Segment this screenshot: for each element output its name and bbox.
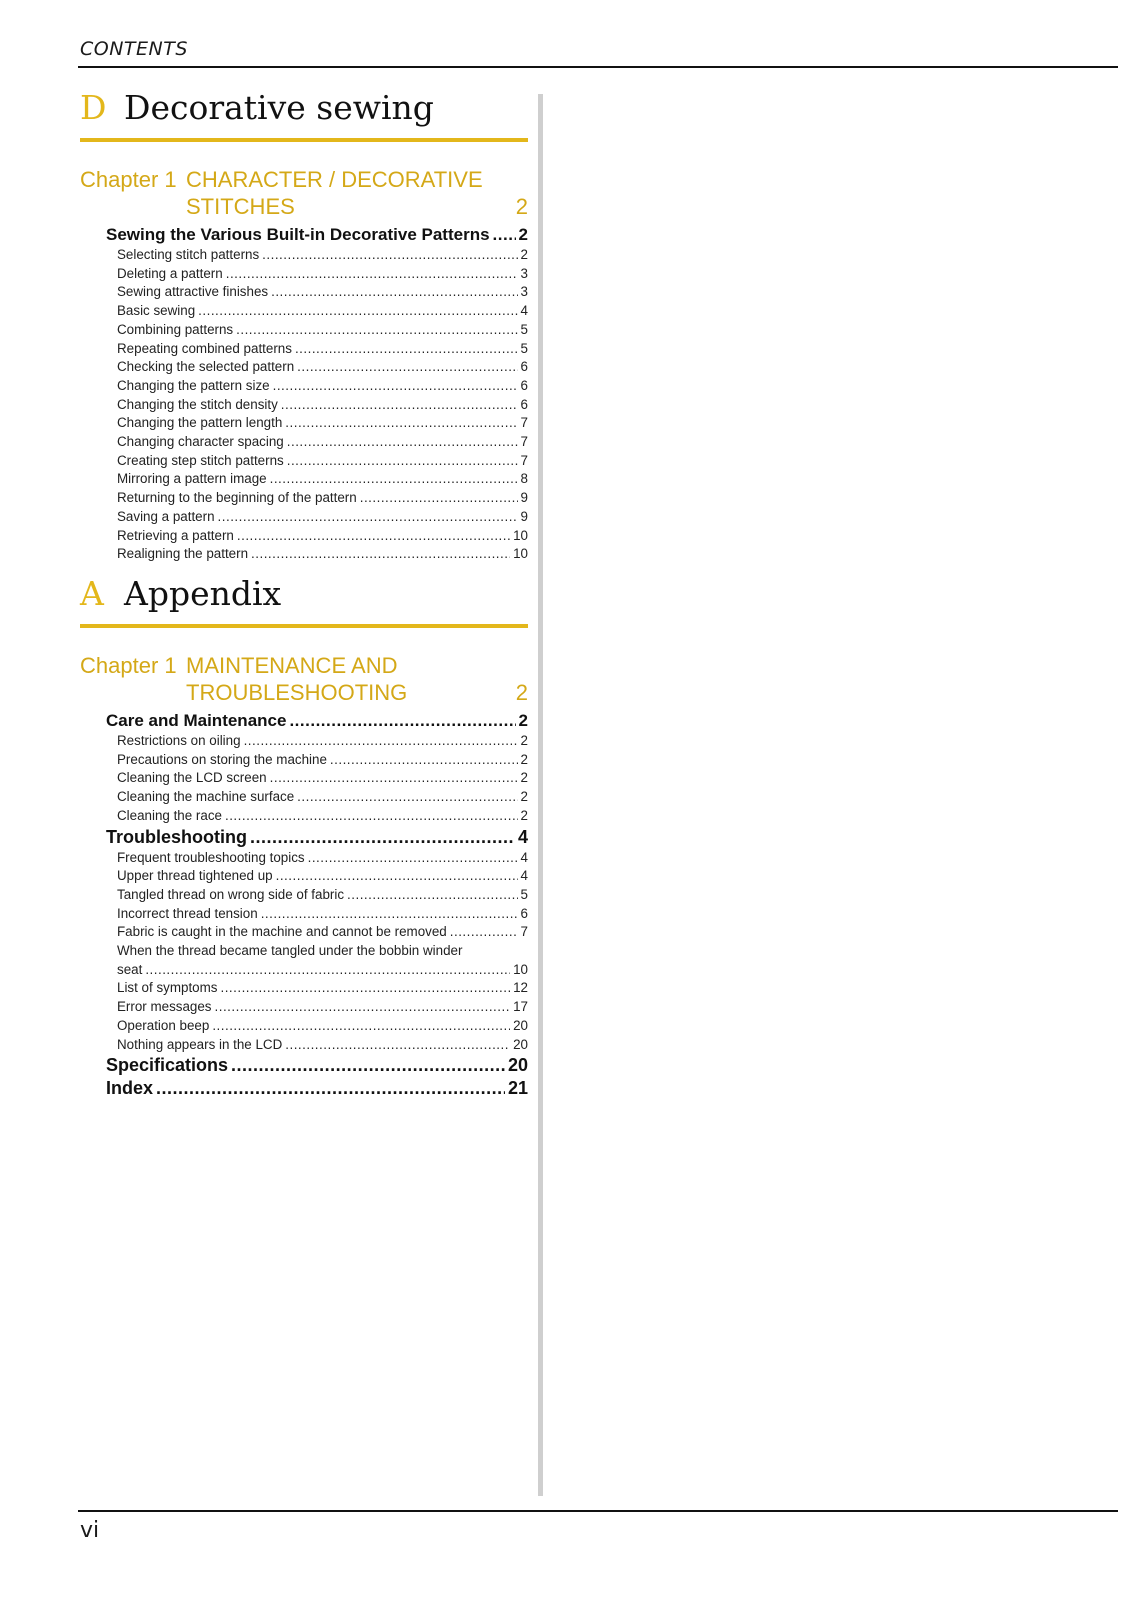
dot-leader [262,246,517,265]
toc-entry[interactable] [80,979,528,998]
toc-entry-title: Cleaning the LCD screen [117,770,267,786]
toc-entry[interactable] [80,732,528,751]
dot-leader [330,751,518,770]
toc-entry[interactable] [80,886,528,905]
section-title [80,88,528,128]
toc-entry-page: 5 [520,886,528,902]
section-letter: A [80,574,104,613]
dot-leader [287,433,518,452]
dot-leader [198,302,517,321]
toc-entry-title: Returning to the beginning of the pattern [117,490,357,506]
toc-entry[interactable] [80,302,528,321]
toc-entry-title: Precautions on storing the machine [117,751,327,767]
toc-entry-wrapped-line1[interactable] [80,942,528,961]
toc-entry[interactable] [80,905,528,924]
toc-heading-page: 4 [517,826,528,847]
toc-heading-title: Sewing the Various Built-in Decorative Patterns [106,225,490,244]
toc-entry-page: 2 [520,789,528,805]
toc-entry[interactable] [80,788,528,807]
toc-heading-entry[interactable] [80,710,528,732]
chapter-heading[interactable] [80,166,528,220]
toc-entry-page: 17 [513,999,528,1015]
section-rule [80,138,528,142]
toc-entry-page: 9 [520,508,528,524]
toc-entry-title: Upper thread tightened up [117,868,273,884]
toc-heading-entry[interactable] [80,224,528,246]
toc-heading-entry[interactable] [80,826,528,849]
toc-entry-title: Mirroring a pattern image [117,471,267,487]
toc-entry-page: 4 [520,868,528,884]
toc-entry-title: Tangled thread on wrong side of fabric [117,886,345,902]
toc-entry-title: Combining patterns [117,321,234,337]
toc-entry-page: 6 [520,396,528,412]
toc-heading-title: Specifications [106,1055,229,1076]
toc-heading-title: Index [106,1078,154,1099]
toc-entry-page: 7 [520,924,528,940]
toc-entry-page: 12 [513,980,528,996]
toc-entry-title: Changing the pattern size [117,377,270,393]
chapter-page: 2 [515,194,528,219]
toc-entry-page: 20 [513,1036,528,1052]
toc-entry[interactable] [80,321,528,340]
toc-entry-page: 2 [520,733,528,748]
dot-leader [285,1036,510,1055]
section-title-text: Appendix [124,574,282,613]
toc-entry-page: 7 [520,452,528,468]
chapter-label: Chapter 1 [80,653,177,678]
toc-entry-page: 6 [520,359,528,375]
section-title-text: Decorative sewing [124,88,434,127]
toc-entry-title: Cleaning the machine surface [117,789,295,805]
toc-entry-list [80,246,528,564]
toc-entry-title: seat [117,961,143,977]
toc-entry-title: Cleaning the race [117,807,222,823]
toc-entry-page: 2 [520,751,528,767]
section-appendix [80,574,528,1100]
dot-leader [244,732,518,751]
toc-entry-title: Deleting a pattern [117,265,223,281]
toc-entry[interactable] [80,433,528,452]
toc-entry-list [80,732,528,826]
toc-entry-page: 9 [520,490,528,506]
toc-entry-title: Creating step stitch patterns [117,452,284,468]
toc-entry-page: 2 [520,770,528,786]
toc-entry-page: 2 [520,807,528,823]
dot-leader [297,358,517,377]
toc-entries [80,224,528,564]
toc-entry-page: 20 [513,1017,528,1033]
toc-entry-list [80,979,528,1054]
toc-entry-title: Repeating combined patterns [117,340,292,356]
toc-entry-page: 5 [520,321,528,337]
chapter-title-line1: CHARACTER / DECORATIVE [186,167,483,192]
toc-entry[interactable] [80,923,528,942]
toc-heading-title: Care and Maintenance [106,711,287,730]
toc-entry-title: Frequent troubleshooting topics [117,849,305,865]
dot-leader [220,979,510,998]
toc-entry-title: List of symptoms [117,980,218,996]
toc-entry[interactable] [80,527,528,546]
toc-heading-page: 21 [507,1078,528,1099]
toc-entry-title: Operation beep [117,1017,210,1033]
toc-entry[interactable] [80,377,528,396]
toc-heading-title: Troubleshooting [106,826,247,847]
toc-entry[interactable] [80,358,528,377]
toc-entry-page: 7 [520,434,528,450]
toc-entry-page: 6 [520,905,528,921]
toc-entry[interactable] [80,265,528,284]
dot-leader [493,224,516,246]
toc-entries [80,710,528,1100]
toc-entry-title: Incorrect thread tension [117,905,258,921]
dot-leader [450,923,518,942]
toc-entry-page: 4 [520,849,528,865]
running-header: CONTENTS [80,38,188,60]
section-rule [80,624,528,628]
toc-entry-page: 10 [513,546,528,562]
toc-entry[interactable] [80,545,528,564]
column-divider [538,94,543,1496]
toc-entry-title: Nothing appears in the LCD [117,1036,283,1052]
toc-entry-page: 2 [520,247,528,262]
toc-entry-title: When the thread became tangled under the bobbin winder [117,943,463,959]
footer-rule [78,1510,1118,1512]
dot-leader [287,452,518,471]
toc-entry-title: Checking the selected pattern [117,359,295,375]
toc-entry[interactable] [80,396,528,415]
dot-leader [226,265,518,284]
dot-leader [237,527,510,546]
dot-leader [276,867,518,886]
chapter-page: 2 [515,680,528,705]
dot-leader [360,489,518,508]
dot-leader [285,414,517,433]
toc-entry[interactable] [80,340,528,359]
toc-entry[interactable] [80,470,528,489]
toc-entry-page: 10 [513,527,528,543]
toc-entry-title: Changing the stitch density [117,396,278,412]
dot-leader [250,826,515,849]
toc-entry-title: Basic sewing [117,303,196,319]
toc-entry[interactable] [80,452,528,471]
page-number: vi [80,1518,100,1543]
toc-entry[interactable] [80,246,528,265]
toc-entry[interactable] [80,849,528,868]
dot-leader [295,340,518,359]
dot-leader [270,470,518,489]
toc-entry-title: Retrieving a pattern [117,527,234,543]
toc-entry-title: Saving a pattern [117,508,215,524]
toc-entry-title: Fabric is caught in the machine and cannot be removed [117,924,447,940]
toc-entry-title: Restrictions on oiling [117,733,241,748]
chapter-title-line2: TROUBLESHOOTING [186,680,408,705]
toc-entry-title: Changing character spacing [117,434,284,450]
toc-entry[interactable] [80,807,528,826]
dot-leader [225,807,518,826]
toc-entry-title: Error messages [117,999,212,1015]
toc-entry[interactable] [80,769,528,788]
toc-entry-page: 7 [520,415,528,431]
toc-entry-title: Realigning the pattern [117,546,249,562]
dot-leader [271,283,517,302]
toc-entry[interactable] [80,283,528,302]
toc-entry[interactable] [80,998,528,1017]
dot-leader [289,710,515,732]
dot-leader [273,377,518,396]
dot-leader [236,321,517,340]
dot-leader [212,1017,510,1036]
toc-heading-page: 2 [518,711,528,730]
toc-entry-title: Changing the pattern length [117,415,283,431]
dot-leader [156,1077,505,1100]
chapter-title-line2: STITCHES [186,194,295,219]
toc-entry[interactable] [80,414,528,433]
chapter-heading[interactable] [80,652,528,706]
toc-entry[interactable] [80,1017,528,1036]
chapter-label: Chapter 1 [80,167,177,192]
section-decorative-sewing [80,88,528,564]
toc-heading-entry[interactable] [80,1054,528,1077]
dot-leader [308,849,518,868]
toc-heading-page: 2 [518,225,528,244]
toc-entry[interactable] [80,1036,528,1055]
dot-leader [281,396,518,415]
toc-entry-page: 10 [513,961,528,977]
toc-entry-page: 3 [520,284,528,300]
toc-entry-page: 8 [520,471,528,487]
toc-entry[interactable] [80,508,528,527]
dot-leader [261,905,518,924]
dot-leader [297,788,517,807]
toc-entry[interactable] [80,751,528,770]
toc-entry-list [80,849,528,943]
toc-entry-title: Selecting stitch patterns [117,247,260,262]
dot-leader [218,508,518,527]
section-title [80,574,528,614]
toc-entry-page: 4 [520,303,528,319]
dot-leader [215,998,511,1017]
toc-entry-page: 3 [520,265,528,281]
toc-entry[interactable] [80,867,528,886]
toc-entry-page: 5 [520,340,528,356]
header-rule [78,66,1118,68]
toc-heading-page: 20 [507,1055,528,1076]
dot-leader [145,961,510,980]
dot-leader [347,886,518,905]
toc-entry-page: 6 [520,377,528,393]
chapter-title-line1: MAINTENANCE AND [186,653,398,678]
toc-entry[interactable] [80,489,528,508]
section-letter: D [80,88,107,127]
toc-entry-title: Sewing attractive finishes [117,284,269,300]
toc-entry-wrapped-line2[interactable] [80,961,528,980]
dot-leader [231,1054,505,1077]
toc-heading-entry[interactable] [80,1077,528,1100]
dot-leader [270,769,518,788]
dot-leader [251,545,510,564]
